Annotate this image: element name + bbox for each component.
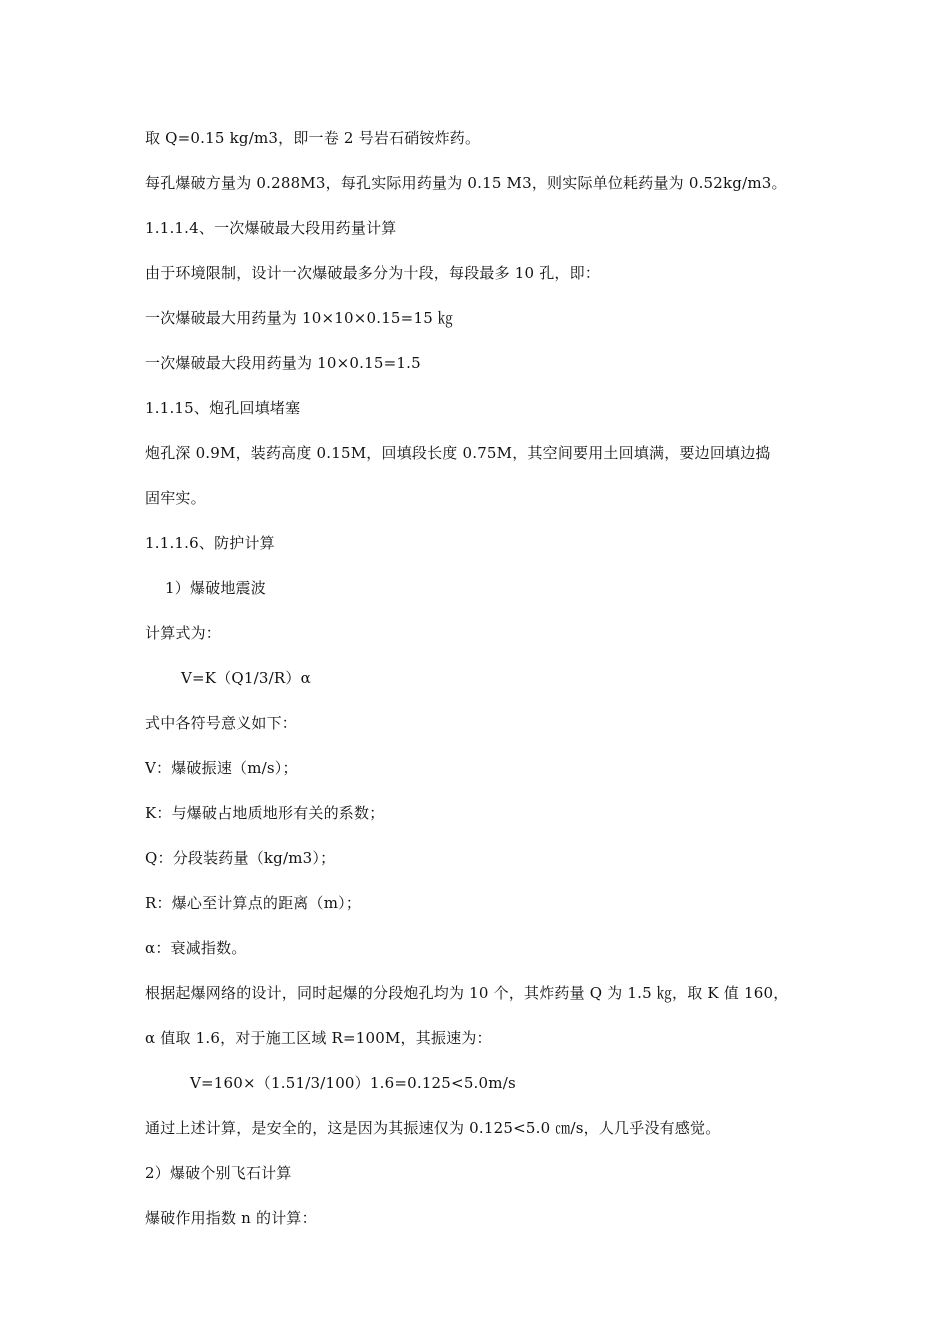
formula-velocity-result: V=160×（1.51/3/100）1.6=0.125<5.0m/s — [190, 1074, 516, 1092]
label-symbol-meaning: 式中各符号意义如下： — [145, 714, 298, 732]
paragraph-hole-depth: 炮孔深 0.9M，装药高度 0.15M，回填段长度 0.75M，其空间要用土回填满，要边回填边捣 — [145, 444, 771, 462]
paragraph-network-design-continued: α 值取 1.6，对于施工区域 R=100M，其振速为： — [145, 1029, 492, 1047]
paragraph-blast-volume: 每孔爆破方量为 0.288M3，每孔实际用药量为 0.15 M3，则实际单位耗药量为 0.52kg/m3。 — [145, 174, 787, 192]
subheading-flying-rock: 2）爆破个别飞石计算 — [145, 1164, 292, 1182]
symbol-r-definition: R：爆心至计算点的距离（m）； — [145, 894, 362, 912]
formula-max-charge: 一次爆破最大用药量为 10×10×0.15=15 ㎏ — [145, 309, 454, 327]
subheading-seismic-wave: 1）爆破地震波 — [165, 579, 266, 597]
paragraph-charge-selection: 取 Q=0.15 kg/m3，即一卷 2 号岩石硝铵炸药。 — [145, 129, 481, 147]
formula-velocity: V=K（Q1/3/R）α — [181, 669, 311, 687]
paragraph-blast-index: 爆破作用指数 n 的计算： — [145, 1209, 317, 1227]
symbol-alpha-definition: α：衰减指数。 — [145, 939, 247, 957]
label-formula-intro: 计算式为： — [145, 624, 222, 642]
paragraph-environment-limit: 由于环境限制，设计一次爆破最多分为十段，每段最多 10 孔，即： — [145, 264, 601, 282]
paragraph-network-design: 根据起爆网络的设计，同时起爆的分段炮孔均为 10 个，其炸药量 Q 为 1.5 ㎏，取 K 值 160， — [145, 984, 789, 1002]
paragraph-safety-conclusion: 通过上述计算，是安全的，这是因为其振速仅为 0.125<5.0 ㎝/s，人几乎没有感觉。 — [145, 1119, 721, 1137]
heading-max-section-charge: 1.1.1.4、一次爆破最大段用药量计算 — [145, 219, 397, 237]
paragraph-hole-depth-continued: 固牢实。 — [145, 489, 206, 507]
formula-max-section-charge: 一次爆破最大段用药量为 10×0.15=1.5 — [145, 354, 421, 372]
heading-protection-calculation: 1.1.1.6、防护计算 — [145, 534, 275, 552]
heading-hole-backfill: 1.1.15、炮孔回填堵塞 — [145, 399, 301, 417]
symbol-q-definition: Q：分段装药量（kg/m3）； — [145, 849, 336, 867]
symbol-k-definition: K：与爆破占地质地形有关的系数； — [145, 804, 385, 822]
symbol-v-definition: V：爆破振速（m/s）； — [145, 759, 298, 777]
